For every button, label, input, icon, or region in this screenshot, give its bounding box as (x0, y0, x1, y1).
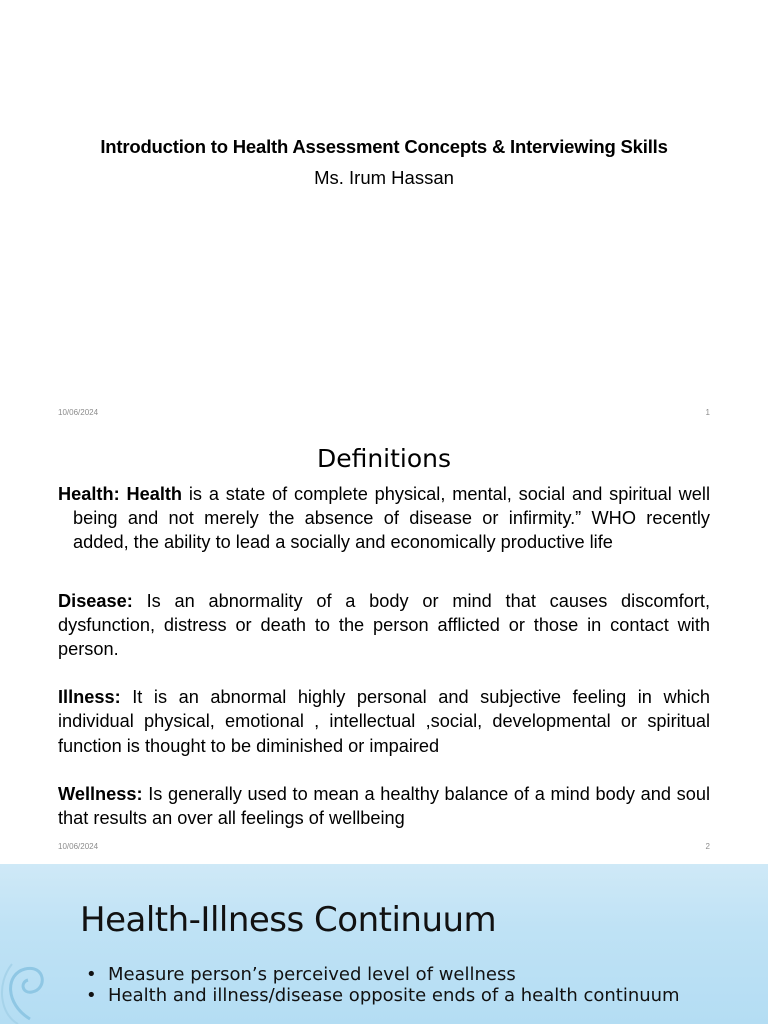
continuum-title: Health-Illness Continuum (80, 900, 497, 940)
illness-definition (58, 685, 710, 758)
health-term: Health: Health (58, 484, 183, 504)
title-slide (0, 0, 768, 432)
continuum-bullet-list (86, 964, 746, 1006)
disease-definition (58, 589, 710, 662)
slide1-footer-date: 10/06/2024 (58, 408, 99, 417)
presentation-title: Introduction to Health Assessment Concepts & Interviewing Skills (100, 136, 668, 157)
disease-term: Disease: (58, 590, 133, 611)
slide1-number: 1 (705, 408, 710, 417)
wellness-definition (58, 782, 710, 830)
definitions-slide (0, 432, 768, 864)
disease-text: Is an abnormality of a body or mind that causes discomfort, dysfunction, distress or death to the person afflicted or those in contact with person. (58, 590, 710, 660)
continuum-slide (0, 864, 768, 1024)
illness-term: Illness: (58, 687, 121, 708)
list-item: • Health and illness/disease opposite ends of a health continuum (86, 985, 746, 1006)
presenter-name: Ms. Irum Hassan (314, 167, 454, 188)
definitions-heading: Definitions (316, 444, 452, 473)
health-definition (58, 482, 710, 555)
wellness-text: Is generally used to mean a healthy balance of a mind body and soul that results an over all feelings of wellbeing (58, 783, 710, 829)
health-text: is a state of complete physical, mental, social and spiritual well being and not merely the absence of disease or infirmity.” WHO recently added, the ability to lead a socially and economically productive life (73, 484, 710, 553)
list-item: • Measure person’s perceived level of wellness (86, 964, 746, 985)
illness-text: It is an abnormal highly personal and subjective feeling in which individual physical, emotional , intellectual ,social, developmental or spiritual function is thought to be diminished or impaired (58, 687, 710, 756)
slide2-footer-date: 10/06/2024 (58, 842, 99, 851)
slide2-number: 2 (705, 842, 710, 851)
definitions-body (58, 482, 710, 830)
wellness-term: Wellness: (58, 783, 143, 804)
swirl-decoration-icon (0, 924, 60, 1024)
